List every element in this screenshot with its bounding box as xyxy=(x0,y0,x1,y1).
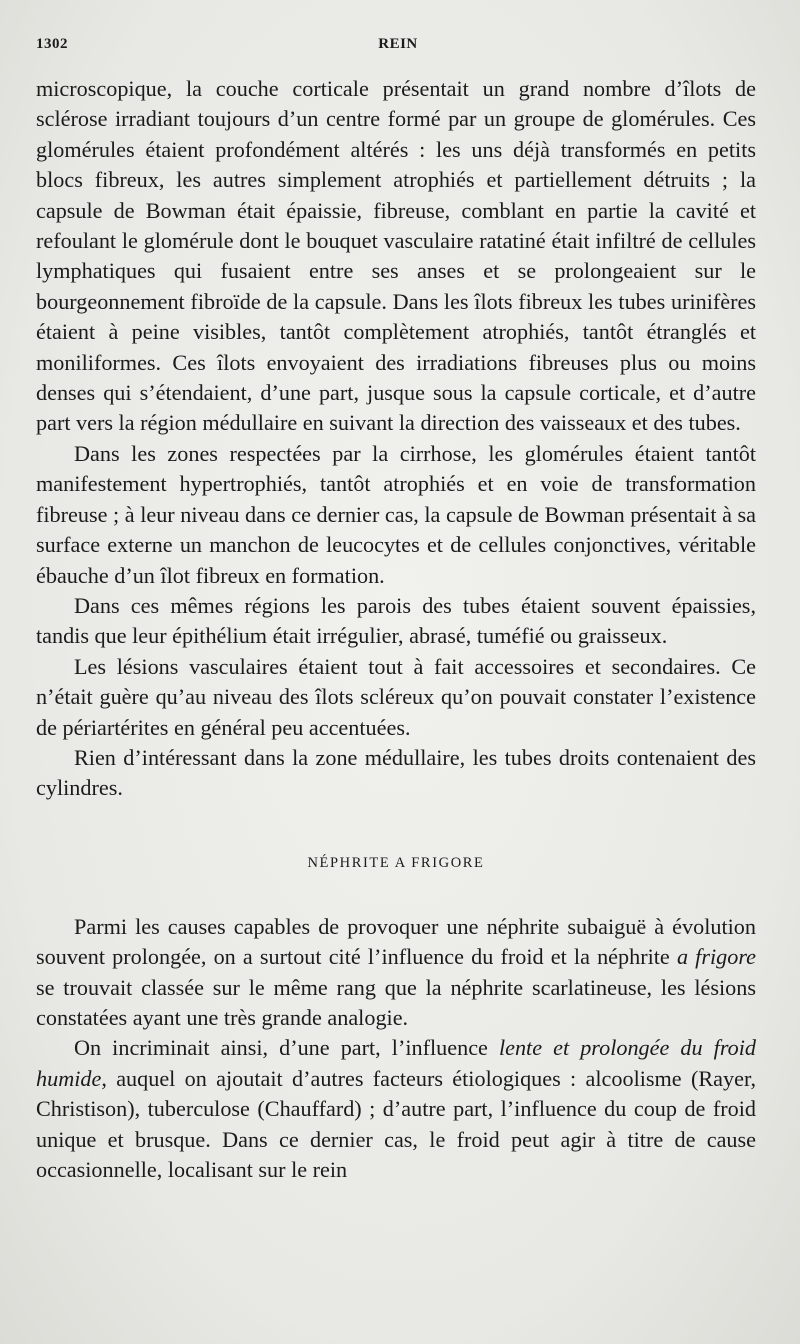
paragraph-frigore-factors xyxy=(36,1033,756,1185)
paragraph-glomerules: Dans les zones respectées par la cirrhose, les glomérules étaient tantôt manifestement hypertrophiés, tantôt atrophiés et en voie de transformation fibreuse ; à leur niveau dans ce dernier cas, la capsule de Bowman présentait à sa surface externe un manchon de leucocytes et de cellules conjonctives, véritable ébauche d’un îlot fibreux en formation. xyxy=(36,440,756,588)
paragraph-continuation: microscopique, la couche corticale présentait un grand nombre d’îlots de sclérose irradiant toujours d’un centre formé par un groupe de glomérules. Ces glomérules étaient profondément altérés : les uns déjà transformés en petits blocs fibreux, les autres simplement atrophiés et partiellement détruits ; la capsule de Bowman était épaissie, fibreuse, comblant en partie la cavité et refoulant le glomérule dont le bouquet vasculaire ratatiné était infiltré de cellules lymphatiques qui fusaient entre ses anses et se prolongeaient sur le bourgeonnement fibroïde de la capsule. Dans les îlots fibreux les tubes urinifères étaient à peine visibles, tantôt complètement atrophiés, tantôt étranglés et moniliformes. Ces îlots envoyaient des irradiations fibreuses plus ou moins denses qui s’étendaient, d’une part, jusque sous la capsule corticale, et d’autre part vers la région médullaire en suivant la direction des vaisseaux et des tubes. xyxy=(36,76,756,436)
section-title: NÉPHRITE A FRIGORE xyxy=(307,854,485,871)
paragraph-vascular-lesions: Les lésions vasculaires étaient tout à fait accessoires et secondaires. Ce n’était guère qu’au niveau des îlots scléreux qu’on pouvait constater l’existence de périartérites en général peu accentuées. xyxy=(36,653,756,740)
text-run: On incriminait ainsi, d’une part, l’influence xyxy=(74,1035,499,1061)
text-run: Parmi les causes capables de provoquer une néphrite subaiguë à évolution souvent prolongée, on a surtout cité l’influence du froid et la néphrite xyxy=(36,913,756,970)
paragraph-tubes: Dans ces mêmes régions les parois des tubes étaient souvent épaissies, tandis que leur épithélium était irrégulier, abrasé, tuméfié ou graisseux. xyxy=(36,592,756,649)
page-number: 1302 xyxy=(36,36,68,52)
text-run: se trouvait classée sur le même rang que la néphrite scarlatineuse, les lésions constatées ayant une très grande analogie. xyxy=(36,974,756,1030)
page-body xyxy=(36,74,756,1185)
italic-term: a frigore xyxy=(676,944,756,970)
paragraph-medullary-zone: Rien d’intéressant dans la zone médullaire, les tubes droits contenaient des cylindres. xyxy=(36,744,756,801)
italic-term: lente et prolongée du froid humide xyxy=(36,1035,756,1091)
running-title: REIN xyxy=(378,36,418,52)
paragraph-frigore-causes xyxy=(36,912,756,1034)
text-run: , auquel on ajoutait d’autres facteurs étiologiques : alcoolisme (Rayer, Christison), tuberculose (Chauffard) ; d’autre part, l’influence du coup de froid unique et brusque. Dans ce dernier cas, le froid peut agir à titre de cause occasionnelle, localisant sur le rein xyxy=(36,1065,756,1182)
page-header xyxy=(36,36,760,58)
